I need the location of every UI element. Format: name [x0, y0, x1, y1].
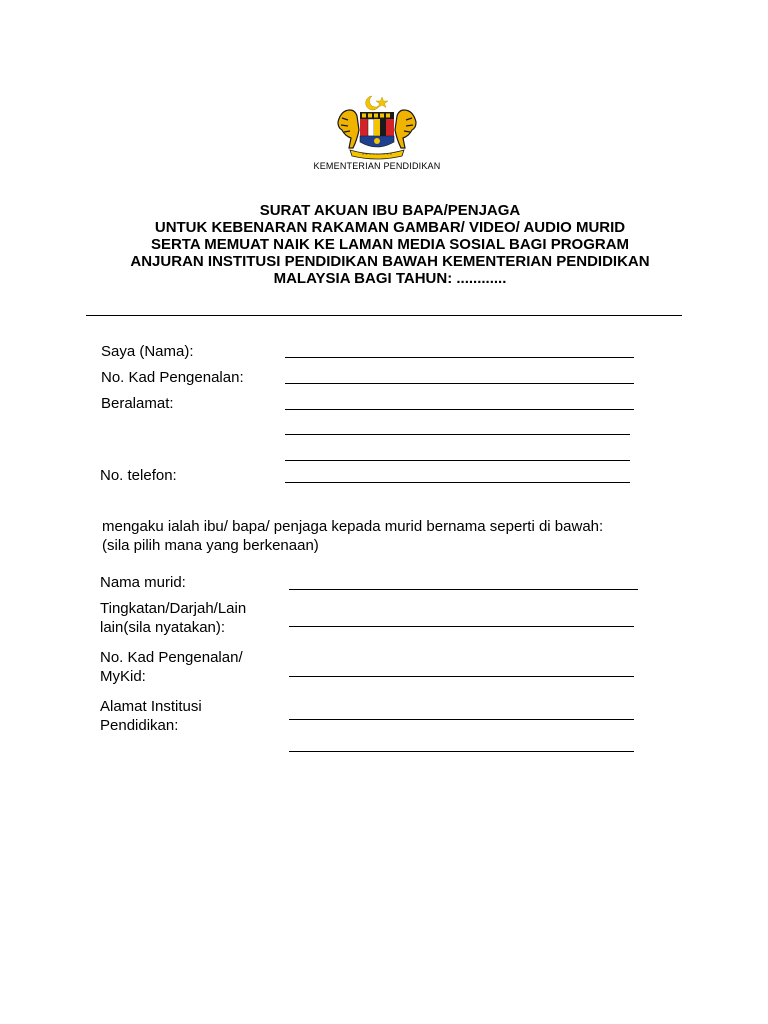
- student-name-label: Nama murid:: [100, 574, 186, 591]
- coat-of-arms-icon: [332, 92, 422, 162]
- student-name-field[interactable]: [289, 589, 638, 590]
- header-divider: [86, 315, 682, 316]
- parent-name-label: Saya (Nama):: [101, 343, 194, 360]
- parent-phone-field[interactable]: [285, 482, 630, 483]
- student-ic-field[interactable]: [289, 676, 634, 677]
- parent-address-field-3[interactable]: [285, 460, 630, 461]
- title-line-2: UNTUK KEBENARAN RAKAMAN GAMBAR/ VIDEO/ AUDIO MURID: [154, 219, 626, 236]
- student-ic-label-2: MyKid:: [100, 668, 146, 685]
- institution-label-2: Pendidikan:: [100, 717, 179, 734]
- parent-ic-field[interactable]: [285, 383, 634, 384]
- title-line-3: SERTA MEMUAT NAIK KE LAMAN MEDIA SOSIAL BAGI PROGRAM: [150, 236, 630, 253]
- title-line-4: ANJURAN INSTITUSI PENDIDIKAN BAWAH KEMENTERIAN PENDIDIKAN: [130, 253, 650, 270]
- institution-label-1: Alamat Institusi: [100, 698, 202, 715]
- student-level-field[interactable]: [289, 626, 634, 627]
- ministry-name: KEMENTERIAN PENDIDIKAN: [313, 161, 441, 171]
- document-title: [90, 202, 690, 287]
- institution-field-1[interactable]: [289, 719, 634, 720]
- student-ic-label-1: No. Kad Pengenalan/: [100, 649, 243, 666]
- parent-address-field-1[interactable]: [285, 409, 634, 410]
- title-line-1: SURAT AKUAN IBU BAPA/PENJAGA: [259, 202, 521, 219]
- parent-ic-label: No. Kad Pengenalan:: [101, 369, 244, 386]
- declaration-line-1: mengaku ialah ibu/ bapa/ penjaga kepada murid bernama seperti di bawah:: [102, 518, 604, 535]
- declaration-statement: [102, 517, 603, 555]
- student-level-label-2: lain(sila nyatakan):: [100, 619, 226, 636]
- parent-address-field-2[interactable]: [285, 434, 630, 435]
- institution-field-2[interactable]: [289, 751, 634, 752]
- title-line-5: MALAYSIA BAGI TAHUN: ............: [273, 270, 507, 287]
- parent-name-field[interactable]: [285, 357, 634, 358]
- parent-address-label: Beralamat:: [101, 395, 174, 412]
- parent-phone-label: No. telefon:: [100, 467, 177, 484]
- student-level-label-1: Tingkatan/Darjah/Lain: [100, 600, 247, 617]
- declaration-line-2: (sila pilih mana yang berkenaan): [102, 537, 319, 554]
